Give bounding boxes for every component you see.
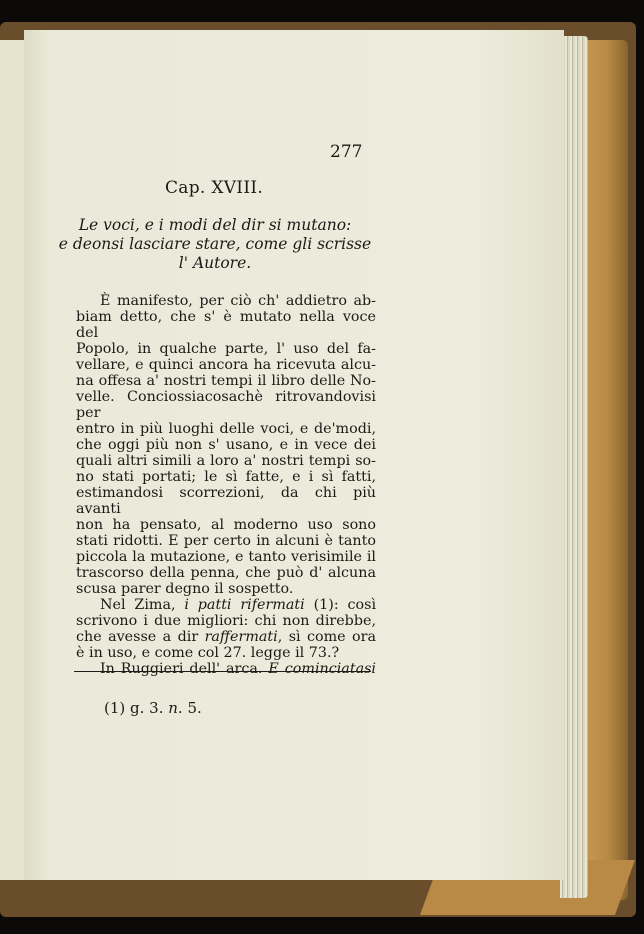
page-edges	[560, 36, 588, 898]
text-run: In Ruggieri dell' arca.	[100, 661, 269, 677]
chapter-heading: Cap. XVIII.	[165, 178, 264, 198]
text-run: , sì come ora	[277, 629, 377, 645]
text-line: no stati portati; le sì fatte, e i sì fatti,	[76, 469, 376, 485]
text-line	[76, 629, 376, 645]
italic-run: E cominciatasi	[268, 661, 377, 677]
text-line: entro in più luoghi delle voci, e de'modi,	[76, 421, 376, 437]
text-line: biam detto, che s' è mutato nella voce del	[76, 309, 376, 341]
page-number: 277	[330, 142, 363, 162]
text-line: piccola la mutazione, e tanto verisimile il	[76, 549, 376, 565]
italic-run: i patti rifermati	[184, 597, 305, 613]
subtitle-line: Le voci, e i modi del dir si mutano:	[78, 216, 352, 234]
subtitle-line: l' Autore.	[178, 254, 252, 272]
text-line: quali altri simili a loro a' nostri tempi so-	[76, 453, 376, 469]
text-line: estimandosi scorrezioni, da chi più avanti	[76, 485, 376, 517]
footnote-rule	[74, 671, 371, 672]
body-text	[76, 293, 376, 677]
text-run: Nel Zima,	[100, 597, 185, 613]
text-line: scrivono i due migliori: chi non direbbe,	[76, 613, 376, 629]
footnote-italic: n	[168, 699, 178, 717]
text-run: (1): così	[304, 597, 377, 613]
text-line: vellare, e quinci ancora ha ricevuta alcu-	[76, 357, 376, 373]
text-line: velle. Conciossiacosachè ritrovandovisi per	[76, 389, 376, 421]
footnote-end: . 5.	[177, 699, 202, 717]
text-line: non ha pensato, al moderno uso sono	[76, 517, 376, 533]
text-line	[76, 661, 376, 677]
book-page	[24, 30, 564, 880]
italic-run: raffermati	[204, 629, 278, 645]
text-line: trascorso della penna, che può d' alcuna	[76, 565, 376, 581]
text-line	[76, 597, 376, 613]
text-line: na offesa a' nostri tempi il libro delle No-	[76, 373, 376, 389]
text-line: Popolo, in qualche parte, l' uso del fa-	[76, 341, 376, 357]
text-line: scusa parer degno il sospetto.	[76, 581, 294, 597]
chapter-subtitle	[50, 216, 380, 273]
text-line: È manifesto, per ciò ch' addietro ab-	[100, 293, 376, 309]
text-line: che oggi più non s' usano, e in vece dei	[76, 437, 376, 453]
text-line: è in uso, e come col 27. legge il 73.?	[76, 645, 340, 661]
text-run: che avesse a dir	[76, 629, 205, 645]
footnote	[104, 699, 202, 717]
text-line: stati ridotti. E per certo in alcuni è tanto	[76, 533, 376, 549]
footnote-marker: (1) g. 3.	[104, 699, 169, 717]
subtitle-line: e deonsi lasciare stare, come gli scrisse	[58, 235, 372, 253]
